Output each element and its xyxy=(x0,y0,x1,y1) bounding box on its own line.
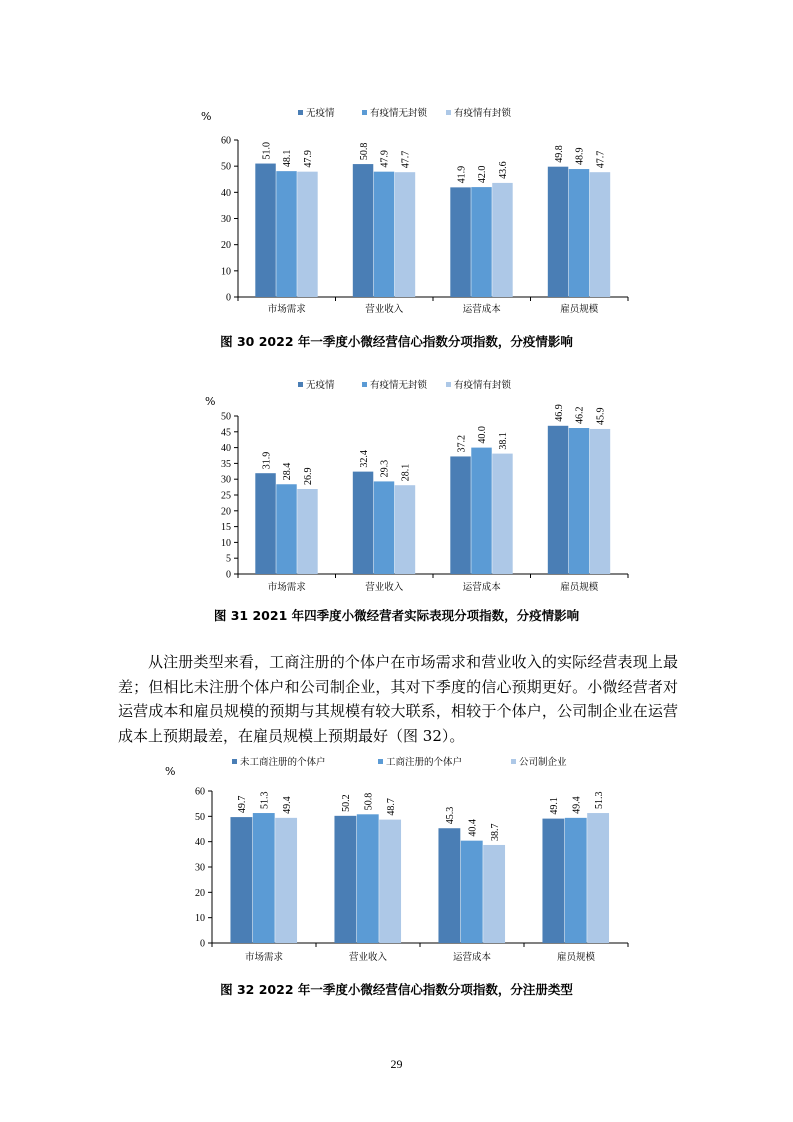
y-tick-label-6: 30 xyxy=(221,474,231,486)
bar-2-2 xyxy=(492,454,512,574)
y-tick-label-1: 10 xyxy=(195,913,205,925)
data-label-3-0: 49.1 xyxy=(549,797,561,815)
data-label-1-0: 32.4 xyxy=(358,450,370,468)
data-label-2-0: 37.2 xyxy=(456,434,468,453)
bar-1-0 xyxy=(353,164,373,297)
data-label-3-2: 47.7 xyxy=(595,150,607,169)
y-tick-label-0: 0 xyxy=(226,292,231,304)
y-tick-label-2: 10 xyxy=(221,537,231,549)
bar-2-0 xyxy=(450,187,470,297)
caption-30: 图 30 2022 年一季度小微经营信心指数分项指数，分疫情影响 xyxy=(220,334,573,349)
data-label-1-0: 50.2 xyxy=(341,794,353,812)
bar-3-1 xyxy=(569,428,589,574)
y-tick-label-0: 0 xyxy=(226,569,231,581)
bar-0-1 xyxy=(276,171,296,297)
bar-3-2 xyxy=(590,172,610,297)
y-tick-label-4: 40 xyxy=(195,837,205,849)
legend-label-2: 公司制企业 xyxy=(519,757,567,768)
unit-label: % xyxy=(165,765,176,778)
chart-31-svg xyxy=(0,374,793,599)
x-tick-label-2: 运营成本 xyxy=(462,304,501,315)
data-label-0-1: 51.3 xyxy=(259,791,271,810)
data-label-1-1: 50.8 xyxy=(363,792,375,811)
x-tick-label-1: 营业收入 xyxy=(365,304,404,315)
y-tick-label-9: 45 xyxy=(221,427,231,439)
y-tick-label-3: 15 xyxy=(221,522,231,534)
data-label-2-2: 38.1 xyxy=(498,432,510,450)
caption-32: 图 32 2022 年一季度小微经营信心指数分项指数，分注册类型 xyxy=(220,982,573,997)
data-label-0-0: 49.7 xyxy=(237,795,249,814)
bar-2-1 xyxy=(471,448,491,574)
legend-label-2: 有疫情有封锁 xyxy=(454,380,512,391)
y-tick-label-4: 20 xyxy=(221,506,231,518)
legend-label-0: 无疫情 xyxy=(306,108,335,119)
data-label-1-2: 48.7 xyxy=(385,798,397,816)
legend-label-1: 有疫情无封锁 xyxy=(370,108,428,119)
x-tick-label-0: 市场需求 xyxy=(267,304,306,315)
unit-label: % xyxy=(205,395,216,408)
bar-2-1 xyxy=(461,841,483,943)
data-label-0-0: 51.0 xyxy=(261,142,273,160)
legend-label-1: 有疫情无封锁 xyxy=(370,380,428,391)
page-number: 29 xyxy=(390,1057,403,1071)
bar-3-0 xyxy=(548,167,568,297)
y-tick-label-3: 30 xyxy=(221,214,231,225)
bar-2-0 xyxy=(450,456,470,574)
y-tick-label-10: 50 xyxy=(221,411,231,423)
data-label-3-1: 49.4 xyxy=(571,796,583,814)
unit-label: % xyxy=(201,110,212,123)
bar-0-2 xyxy=(275,818,297,943)
bar-2-2 xyxy=(483,845,505,943)
legend-swatch-0 xyxy=(298,382,303,387)
bar-0-1 xyxy=(253,813,275,943)
data-label-1-2: 28.1 xyxy=(400,463,412,482)
y-tick-label-4: 40 xyxy=(221,187,231,199)
bar-1-1 xyxy=(374,172,394,297)
legend-swatch-1 xyxy=(362,382,367,387)
data-label-0-0: 31.9 xyxy=(261,451,273,470)
bar-3-0 xyxy=(548,426,568,574)
bar-0-0 xyxy=(230,817,252,943)
y-tick-label-5: 50 xyxy=(221,161,231,173)
y-tick-label-1: 10 xyxy=(221,266,231,278)
legend-swatch-2 xyxy=(446,110,451,115)
caption-31: 图 31 2021 年四季度小微经营者实际表现分项指数，分疫情影响 xyxy=(213,608,580,623)
data-label-1-1: 29.3 xyxy=(379,459,391,478)
bar-2-2 xyxy=(492,183,512,297)
x-tick-label-0: 市场需求 xyxy=(267,582,306,593)
data-label-0-2: 49.4 xyxy=(281,796,293,814)
bar-0-1 xyxy=(276,484,296,574)
legend-swatch-0 xyxy=(298,110,303,115)
bar-0-2 xyxy=(297,489,317,574)
data-label-2-2: 43.6 xyxy=(498,161,510,179)
bar-1-0 xyxy=(353,472,373,574)
bar-3-0 xyxy=(542,819,564,943)
paragraph-text: 从注册类型来看，工商注册的个体户在市场需求和营业收入的实际经营表现上最差；但相比未注册个体户和公司制企业，其对下季度的信心预期更好。小微经营者对运营成本和雇员规模的预期与其规模有较大联系，相较于个体户，公司制企业在运营成本上预期最差，在雇员规模上预期最好（图 32）。 xyxy=(118,653,678,745)
data-label-1-0: 50.8 xyxy=(358,142,370,161)
x-tick-label-0: 市场需求 xyxy=(244,952,284,963)
data-label-1-2: 47.7 xyxy=(400,150,412,169)
legend-swatch-0 xyxy=(232,759,237,764)
bar-1-2 xyxy=(395,485,415,574)
bar-3-2 xyxy=(590,429,610,574)
bar-1-2 xyxy=(379,820,401,943)
y-tick-label-6: 60 xyxy=(195,786,205,798)
legend-swatch-2 xyxy=(446,382,451,387)
bar-0-2 xyxy=(297,172,317,297)
data-label-2-1: 40.4 xyxy=(467,819,479,837)
bar-3-1 xyxy=(569,169,589,297)
y-tick-label-8: 40 xyxy=(221,443,231,455)
y-tick-label-6: 60 xyxy=(221,135,231,147)
data-label-0-1: 28.4 xyxy=(282,462,294,481)
data-label-1-1: 47.9 xyxy=(379,150,391,168)
data-label-0-2: 47.9 xyxy=(303,150,315,168)
bar-1-1 xyxy=(357,814,379,943)
x-tick-label-3: 雇员规模 xyxy=(560,582,599,593)
chart-32-svg xyxy=(0,748,793,973)
x-tick-label-3: 雇员规模 xyxy=(560,304,599,315)
chart-30 xyxy=(0,100,793,325)
y-tick-label-2: 20 xyxy=(195,887,205,899)
legend-swatch-1 xyxy=(362,110,367,115)
data-label-3-2: 45.9 xyxy=(595,407,607,425)
legend-label-0: 未工商注册的个体户 xyxy=(240,757,326,768)
x-tick-label-2: 运营成本 xyxy=(452,952,492,963)
data-label-3-2: 51.3 xyxy=(593,791,605,810)
y-tick-label-7: 35 xyxy=(221,458,231,470)
data-label-3-1: 48.9 xyxy=(574,147,586,166)
data-label-2-1: 40.0 xyxy=(477,426,489,444)
y-tick-label-0: 0 xyxy=(200,938,205,950)
legend-swatch-2 xyxy=(511,759,516,764)
legend-label-0: 无疫情 xyxy=(306,380,335,391)
bar-1-1 xyxy=(374,481,394,574)
bar-0-0 xyxy=(255,164,275,297)
bar-2-0 xyxy=(438,828,460,943)
data-label-3-0: 46.9 xyxy=(553,404,565,422)
chart-30-svg xyxy=(0,100,793,325)
bar-3-1 xyxy=(565,818,587,943)
y-tick-label-5: 25 xyxy=(221,490,231,502)
legend-label-1: 工商注册的个体户 xyxy=(386,757,463,768)
chart-31 xyxy=(0,374,793,599)
bar-3-2 xyxy=(587,813,609,943)
y-tick-label-5: 50 xyxy=(195,811,205,823)
y-tick-label-1: 5 xyxy=(226,553,231,565)
bar-2-1 xyxy=(471,187,491,297)
data-label-2-0: 45.3 xyxy=(445,806,457,825)
y-tick-label-3: 30 xyxy=(195,862,205,874)
data-label-3-0: 49.8 xyxy=(553,145,565,163)
body-paragraph xyxy=(118,650,678,748)
data-label-0-2: 26.9 xyxy=(303,467,315,485)
x-tick-label-2: 运营成本 xyxy=(462,582,501,593)
data-label-0-1: 48.1 xyxy=(282,149,294,168)
chart-32 xyxy=(0,748,793,973)
legend-swatch-1 xyxy=(378,759,383,764)
x-tick-label-3: 雇员规模 xyxy=(556,952,596,963)
bar-1-2 xyxy=(395,172,415,297)
data-label-3-1: 46.2 xyxy=(574,406,586,425)
bar-1-0 xyxy=(334,816,356,943)
data-label-2-1: 42.0 xyxy=(477,165,489,184)
data-label-2-2: 38.7 xyxy=(489,823,501,841)
bar-0-0 xyxy=(255,473,275,574)
x-tick-label-1: 营业收入 xyxy=(365,582,404,593)
legend-label-2: 有疫情有封锁 xyxy=(454,108,512,119)
data-label-2-0: 41.9 xyxy=(456,165,468,184)
y-tick-label-2: 20 xyxy=(221,240,231,252)
x-tick-label-1: 营业收入 xyxy=(348,952,388,963)
